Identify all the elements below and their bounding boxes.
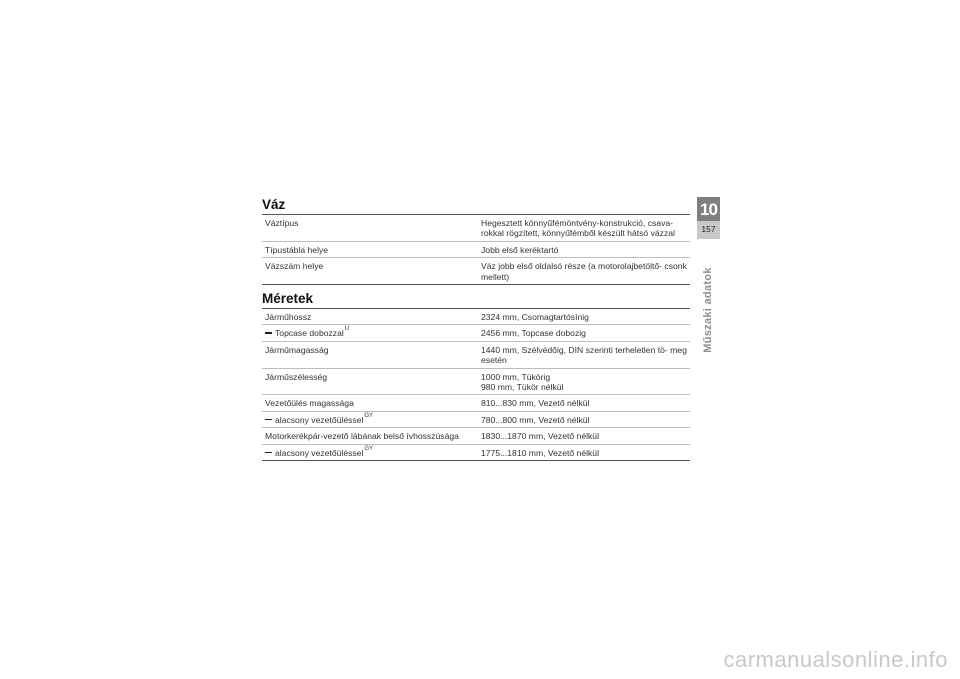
row-value: 1000 mm, Tükörig xyxy=(481,371,551,382)
row-value: 810...830 mm, Vezető nélkül xyxy=(478,395,690,411)
page-number: 157 xyxy=(701,224,716,234)
row-label: Topcase dobozzal xyxy=(275,328,344,339)
row-label-sub xyxy=(262,444,478,460)
row-label: alacsony vezetőüléssel xyxy=(275,414,364,425)
option-code: GY xyxy=(364,445,374,452)
row-label: Motorkerékpár-vezető lábának belső ívhosszúsága xyxy=(262,428,478,444)
row-label: Váztípus xyxy=(262,215,478,242)
chapter-title: Műszaki adatok xyxy=(702,267,714,353)
row-label: alacsony vezetőüléssel xyxy=(275,447,364,458)
row-label: Vezetőülés magassága xyxy=(262,395,478,411)
table-row xyxy=(262,368,690,395)
row-value: 780...800 mm, Vezető nélkül xyxy=(478,411,690,427)
row-value-second: 980 mm, Tükör nélkül xyxy=(481,382,564,393)
row-value: Hegesztett könnyűfémöntvény-konstrukció, csava- rokkal rögzített, könnyűfémből készült hátsó vázzal xyxy=(478,215,690,242)
table-row xyxy=(262,444,690,460)
row-value: 1775...1810 mm, Vezető nélkül xyxy=(478,444,690,460)
table-row xyxy=(262,325,690,341)
row-value: 2456 mm, Topcase dobozig xyxy=(478,325,690,341)
section-title-vaz: Váz xyxy=(262,197,286,212)
table-row xyxy=(262,395,690,411)
option-code: GY xyxy=(364,412,374,419)
chapter-tab xyxy=(697,197,720,239)
section-title-meretek: Méretek xyxy=(262,291,314,306)
row-value: Jobb első keréktartó xyxy=(478,241,690,257)
frame-spec-table xyxy=(262,214,690,285)
table-row xyxy=(262,309,690,325)
row-label: Típustábla helye xyxy=(262,241,478,257)
table-row xyxy=(262,215,690,242)
table-row xyxy=(262,241,690,257)
dash-icon xyxy=(265,332,272,334)
table-row xyxy=(262,341,690,368)
row-value-multi xyxy=(478,368,690,395)
row-label: Vázszám helye xyxy=(262,258,478,285)
chapter-number: 10 xyxy=(697,197,720,221)
dash-icon xyxy=(265,452,272,454)
dimensions-spec-table xyxy=(262,308,690,461)
table-row xyxy=(262,428,690,444)
table-row xyxy=(262,258,690,285)
row-value: 1440 mm, Szélvédőig, DIN szerinti terheletlen tö- meg esetén xyxy=(478,341,690,368)
watermark: carmanualsonline.info xyxy=(723,647,948,672)
row-label-sub xyxy=(262,325,478,341)
row-label: Járműhossz xyxy=(262,309,478,325)
row-value: 1830...1870 mm, Vezető nélkül xyxy=(478,428,690,444)
table-row xyxy=(262,411,690,427)
row-label-sub xyxy=(262,411,478,427)
row-label: Járműmagasság xyxy=(262,341,478,368)
row-value: Váz jobb első oldalsó része (a motorolajbetöltő- csonk mellett) xyxy=(478,258,690,285)
option-code: U xyxy=(344,326,350,333)
row-label: Járműszélesség xyxy=(262,368,478,395)
row-value: 2324 mm, Csomagtartósínig xyxy=(478,309,690,325)
dash-icon xyxy=(265,419,272,421)
